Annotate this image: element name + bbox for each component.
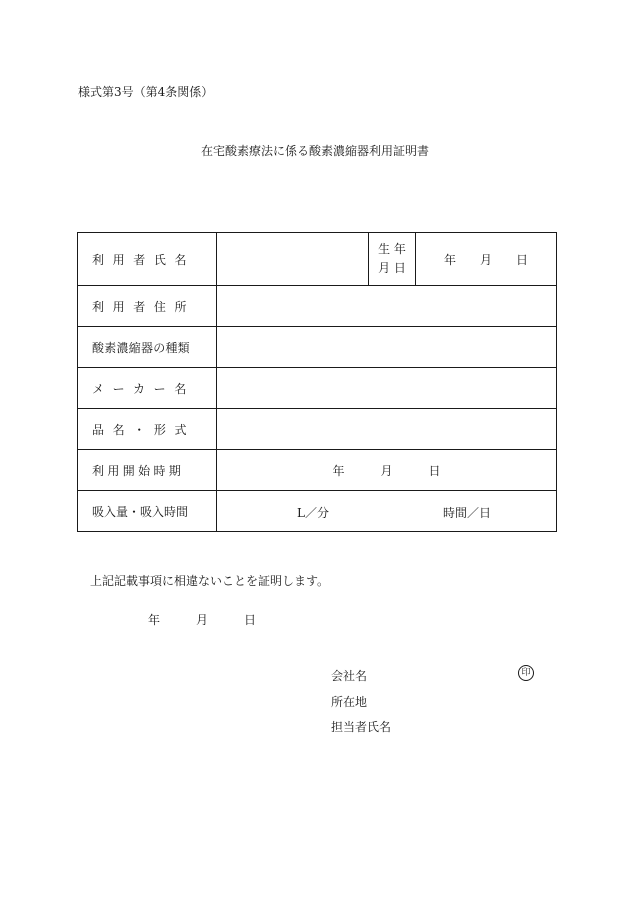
start-day: 日 bbox=[428, 463, 441, 478]
form-number: 様式第3号（第4条関係） bbox=[78, 85, 214, 99]
intake-time-unit: 時間／日 bbox=[443, 506, 492, 520]
start-date-label: 利用開始時期 bbox=[78, 450, 217, 491]
cert-day: 日 bbox=[244, 613, 257, 627]
maker-label: メーカー名 bbox=[78, 368, 217, 409]
start-date-row bbox=[78, 450, 557, 491]
certification-date[interactable] bbox=[148, 611, 256, 628]
model-field[interactable] bbox=[217, 409, 557, 450]
birth-year: 年 bbox=[443, 252, 456, 267]
intake-row bbox=[78, 491, 557, 532]
model-label: 品名・形式 bbox=[78, 409, 217, 450]
birth-label-line2: 月 日 bbox=[378, 261, 406, 275]
maker-row bbox=[78, 368, 557, 409]
address-row bbox=[78, 286, 557, 327]
intake-field[interactable] bbox=[217, 491, 557, 532]
certification-statement: 上記記載事項に相違ないことを証明します。 bbox=[90, 574, 330, 588]
birth-date-field[interactable] bbox=[416, 233, 557, 286]
maker-field[interactable] bbox=[217, 368, 557, 409]
user-name-label: 利用者氏名 bbox=[78, 233, 217, 286]
address-label: 利用者住所 bbox=[78, 286, 217, 327]
concentrator-type-field[interactable] bbox=[217, 327, 557, 368]
company-address-label: 所在地 bbox=[331, 695, 368, 709]
user-name-field[interactable] bbox=[217, 233, 369, 286]
concentrator-type-row bbox=[78, 327, 557, 368]
start-year: 年 bbox=[332, 463, 345, 478]
certificate-table bbox=[77, 232, 557, 532]
seal-stamp: 印 bbox=[518, 665, 534, 681]
birth-day: 日 bbox=[516, 252, 529, 267]
address-field[interactable] bbox=[217, 286, 557, 327]
document-title: 在宅酸素療法に係る酸素濃縮器利用証明書 bbox=[200, 144, 429, 158]
user-name-row bbox=[78, 233, 557, 286]
birth-date-label bbox=[369, 233, 416, 286]
intake-unit: L／分 bbox=[297, 506, 329, 520]
start-month: 月 bbox=[380, 463, 393, 478]
intake-label: 吸入量・吸入時間 bbox=[78, 491, 217, 532]
start-date-field[interactable] bbox=[217, 450, 557, 491]
cert-year: 年 bbox=[148, 613, 161, 627]
company-name-label: 会社名 bbox=[331, 669, 368, 683]
person-in-charge-label: 担当者氏名 bbox=[331, 720, 392, 734]
birth-month: 月 bbox=[479, 252, 492, 267]
birth-label-line1: 生 年 bbox=[378, 242, 406, 256]
model-row bbox=[78, 409, 557, 450]
concentrator-type-label: 酸素濃縮器の種類 bbox=[78, 327, 217, 368]
cert-month: 月 bbox=[196, 613, 209, 627]
